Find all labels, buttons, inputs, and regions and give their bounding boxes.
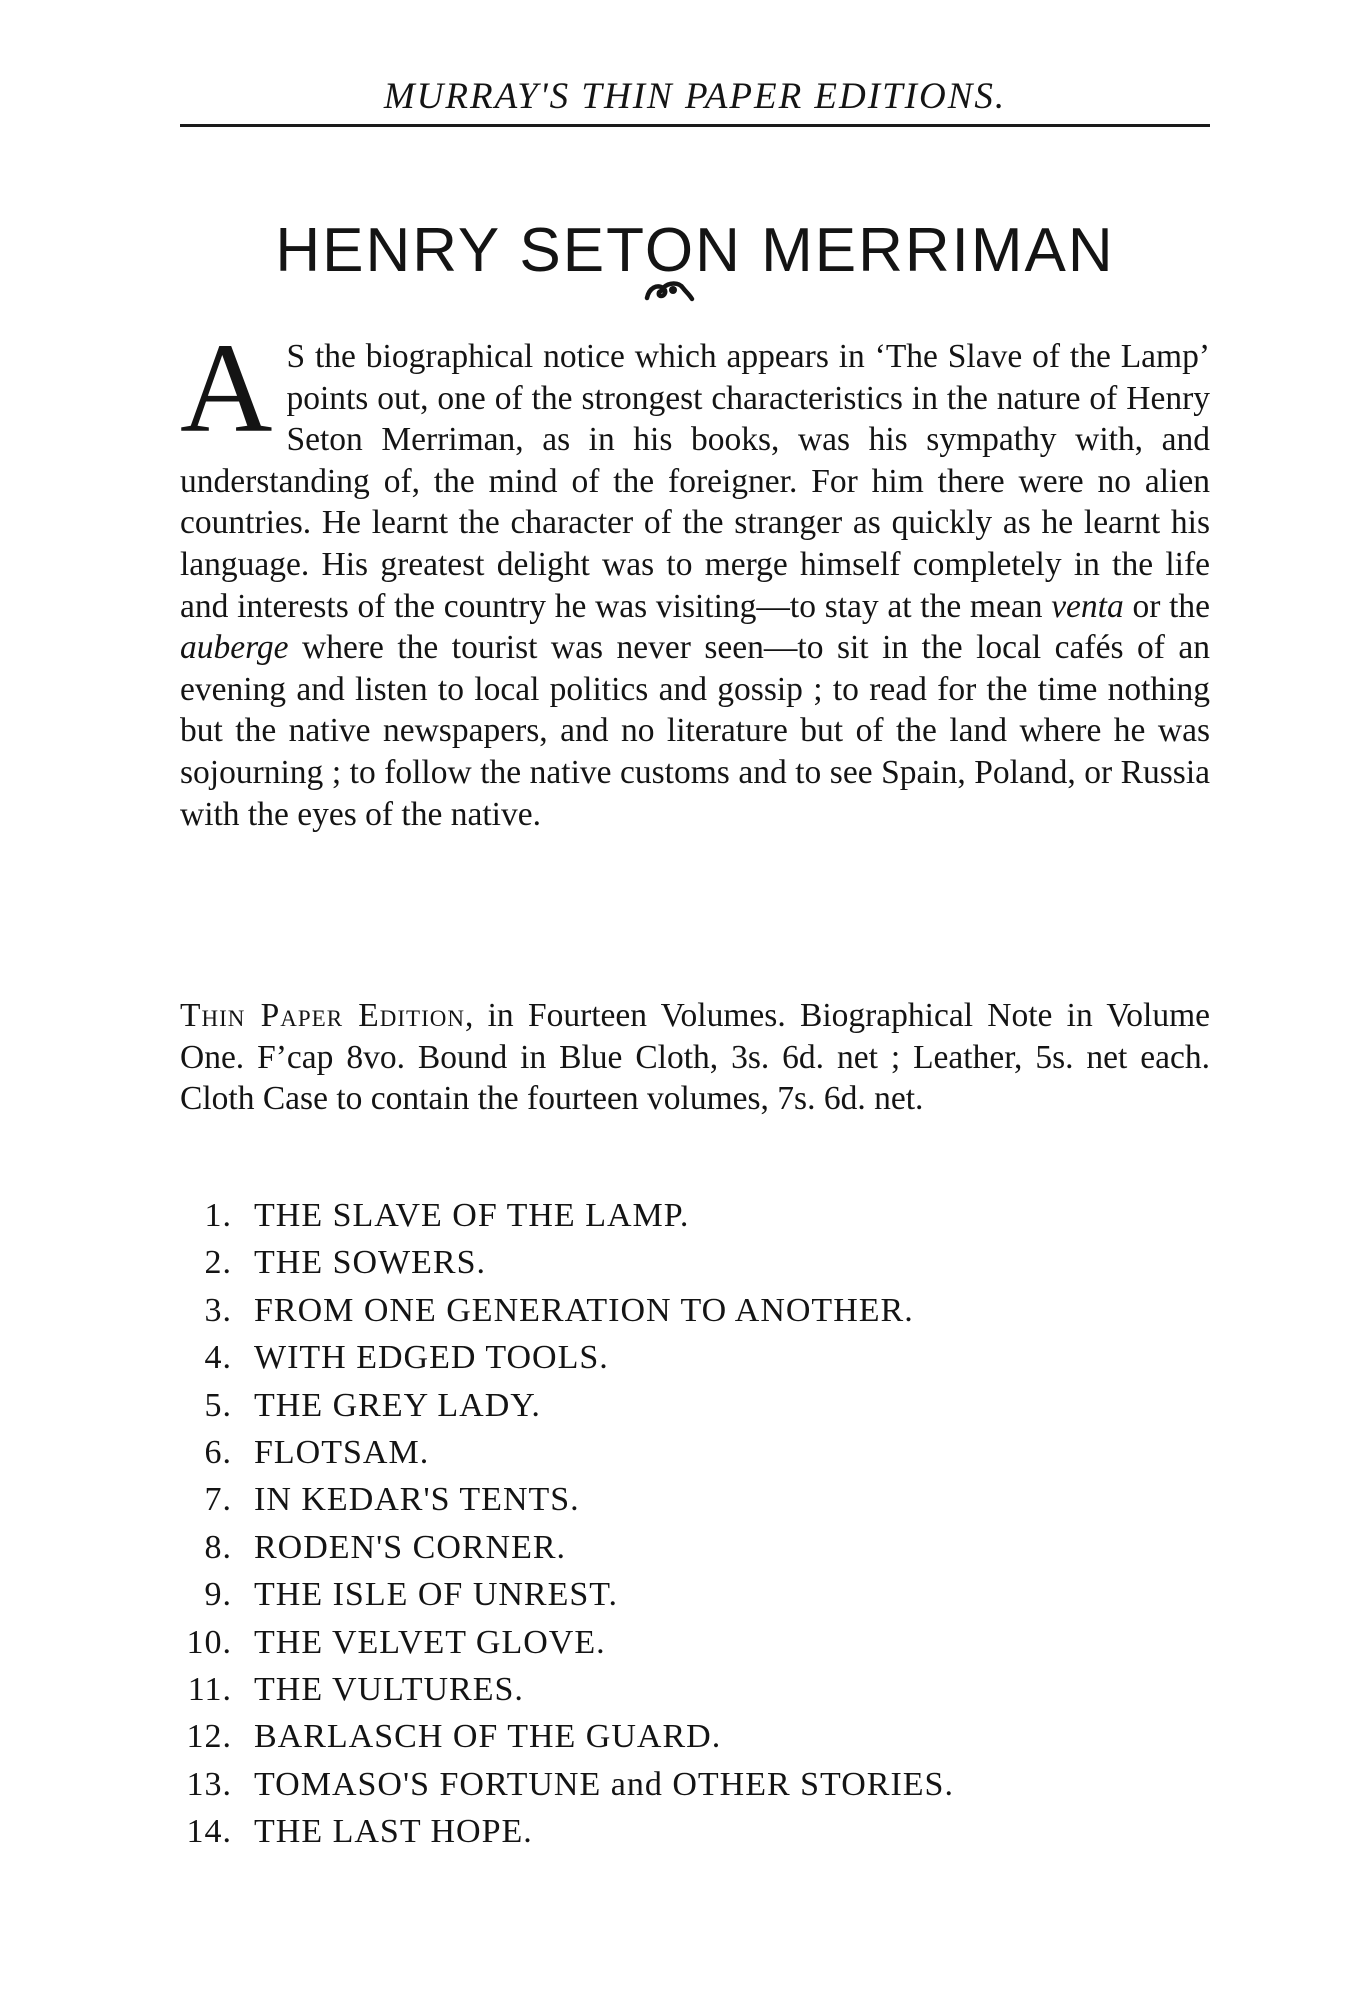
volume-number: 11. [187, 1670, 232, 1708]
edition-label: Thin Paper Edition [180, 997, 465, 1034]
volume-number: 1. [204, 1197, 232, 1234]
volume-title: THE SLAVE OF THE LAMP. [254, 1197, 690, 1234]
bio-text-part-2: or the [1123, 587, 1210, 625]
list-item [180, 1713, 1210, 1760]
edition-paragraph [180, 995, 1210, 1120]
list-item [180, 1192, 1210, 1239]
list-item [180, 1619, 1210, 1666]
edition-text: , in Fourteen Volumes. Biographical Note in Volume One. F’cap 8vo. Bound in Blue Cloth, 3s. 6d. net ; Leather, 5s. net each. Cloth Case to contain the fourteen volumes, 7s. 6d. net. [180, 997, 1210, 1118]
list-item [180, 1429, 1210, 1476]
volume-number: 12. [186, 1718, 232, 1756]
ornament-icon [643, 278, 695, 304]
volume-title: THE VELVET GLOVE. [254, 1623, 606, 1661]
volume-title: BARLASCH OF THE GUARD. [254, 1718, 722, 1756]
volume-number: 5. [204, 1386, 232, 1424]
volume-title: THE VULTURES. [254, 1670, 524, 1708]
list-item [180, 1761, 1210, 1808]
volume-number: 4. [204, 1339, 232, 1377]
header-rule [180, 124, 1210, 127]
volume-number: 14. [186, 1813, 232, 1851]
list-item [180, 1476, 1210, 1523]
volume-list [180, 1192, 1210, 1855]
volume-title: FLOTSAM. [254, 1433, 430, 1471]
bio-italic-auberge: auberge [180, 629, 289, 667]
volume-number: 13. [186, 1765, 232, 1803]
author-title: HENRY SETON MERRIMAN [275, 215, 1115, 285]
list-item [180, 1808, 1210, 1855]
volume-title: THE SOWERS. [254, 1244, 486, 1282]
drop-cap: A [180, 317, 273, 459]
list-item [180, 1524, 1210, 1571]
list-item [180, 1287, 1210, 1334]
volume-title: RODEN'S CORNER. [254, 1528, 567, 1566]
bio-text-part-3: where the tourist was never seen—to sit in the local cafés of an evening and listen to local politics and gossip ; to read for the time nothing but the native newspapers, and no literature but of the land where he was sojourning ; to follow the native customs and to see Spain, Poland, or Russia with the eyes of the native. [180, 629, 1210, 833]
volume-number: 8. [204, 1528, 232, 1566]
volume-title: FROM ONE GENERATION TO ANOTHER. [254, 1291, 914, 1329]
running-head: MURRAY'S THIN PAPER EDITIONS. [383, 76, 1007, 117]
volume-title: TOMASO'S FORTUNE and OTHER STORIES. [254, 1765, 954, 1803]
volume-title: IN KEDAR'S TENTS. [254, 1481, 580, 1519]
bio-italic-venta: venta [1051, 587, 1124, 625]
volume-number: 9. [204, 1576, 232, 1614]
list-item [180, 1666, 1210, 1713]
list-item [180, 1239, 1210, 1286]
bio-text-part-1: S the biographical notice which appears in ‘The Slave of the Lamp’ points out, one of the strongest characteristics in the nature of Henry Seton Merriman, as in his books, was his sympathy with, and understanding of, the mind of the foreigner. For him there were no alien countries. He learnt the character of the stranger as quickly as he learnt his language. His greatest delight was to merge himself completely in the life and interests of the country he was visiting—to stay at the mean [180, 338, 1210, 625]
list-item [180, 1334, 1210, 1381]
volume-number: 7. [204, 1481, 232, 1519]
volume-number: 6. [204, 1433, 232, 1471]
list-item [180, 1382, 1210, 1429]
volume-number: 2. [204, 1244, 232, 1282]
volume-number: 10. [186, 1623, 232, 1661]
volume-title: THE ISLE OF UNREST. [254, 1576, 619, 1614]
volume-title: THE GREY LADY. [254, 1386, 541, 1424]
list-item [180, 1571, 1210, 1618]
volume-number: 3. [204, 1291, 232, 1329]
volume-title: THE LAST HOPE. [254, 1813, 533, 1851]
biographical-paragraph [180, 317, 1210, 835]
volume-title: WITH EDGED TOOLS. [254, 1339, 609, 1377]
